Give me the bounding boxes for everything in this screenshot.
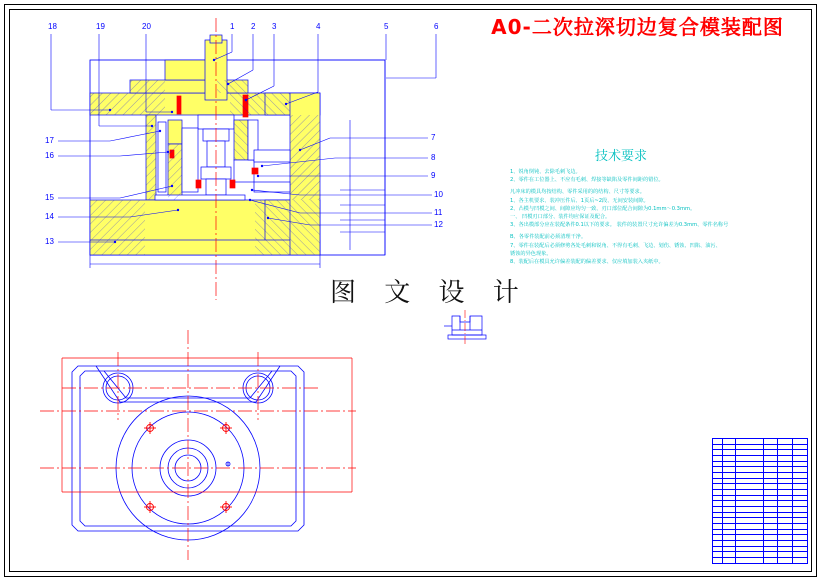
callout-19: 19 [96, 22, 105, 31]
callout-13: 13 [45, 237, 54, 246]
page-title: A0-二次拉深切边复合模装配图 [491, 14, 784, 39]
callout-14: 14 [45, 212, 54, 221]
title-block-cell [777, 558, 792, 564]
tech-line: 2、凸模与凹模之间、间隙应均匀一致、刃口部位配合间隙为0.1mm～0.3mm。 [510, 205, 696, 212]
tech-line: 8、装配后在模具允许偏差装配的偏差要求、仅应填加装入夹纸中。 [510, 259, 664, 266]
callout-4: 4 [316, 22, 321, 31]
callout-2: 2 [251, 22, 256, 31]
callout-5: 5 [384, 22, 389, 31]
callout-15: 15 [45, 193, 54, 202]
callout-8: 8 [431, 153, 436, 162]
tech-line: 7、零件在装配后必须修剪各处毛刺和锐角、不得有毛刺、飞边、划伤、锈蚀、凹陷、油污、 [510, 242, 721, 249]
tech-requirements-heading: 技术要求 [595, 149, 648, 164]
callout-7: 7 [431, 133, 436, 142]
callout-20: 20 [142, 22, 151, 31]
title-block-cell [722, 558, 735, 564]
callout-18: 18 [48, 22, 57, 31]
callout-6: 6 [434, 22, 439, 31]
watermark-text: 图 文 设 计 [330, 278, 529, 308]
callout-17: 17 [45, 136, 54, 145]
callout-1: 1 [230, 22, 235, 31]
title-block-cell [792, 558, 807, 564]
tech-line: 2、零件在工位器上、不应有毛刺、焊接等缺陷及零件间距的错位。 [510, 177, 664, 184]
callout-3: 3 [272, 22, 277, 31]
tech-line: 1、各主机要求、装冲压件后、1页后~2段、无间安装间隙。 [510, 197, 649, 204]
callout-11: 11 [434, 208, 443, 217]
title-block-cell [713, 558, 723, 564]
callout-12: 12 [434, 220, 443, 229]
callout-16: 16 [45, 151, 54, 160]
title-block-table [712, 438, 808, 564]
tech-line: 锈蚀的异色现象。 [510, 250, 552, 257]
tech-line: 凡冲床的模具均按结构、零件采用的的结构、尺寸等要求。 [510, 189, 645, 196]
tech-line: 3、各出模部分应在装配条件0.1以下的要求。 装件的装置尺寸允许偏差为0.3mm、零件名称号 [510, 222, 729, 229]
callout-10: 10 [434, 190, 443, 199]
tech-requirements-body [510, 168, 800, 266]
title-block-cell [735, 558, 764, 564]
title-block-cell [764, 558, 777, 564]
tech-line: B、各零件装配前必须清理干净。 [510, 234, 587, 241]
title-block-row [713, 558, 808, 564]
tech-line: 一、 凹模刃口部分、装件均应保证及配合。 [510, 214, 611, 221]
title-block [712, 438, 808, 564]
callout-9: 9 [431, 171, 436, 180]
tech-line: 1、锐角倒钝、去除毛刺飞边。 [510, 169, 581, 175]
